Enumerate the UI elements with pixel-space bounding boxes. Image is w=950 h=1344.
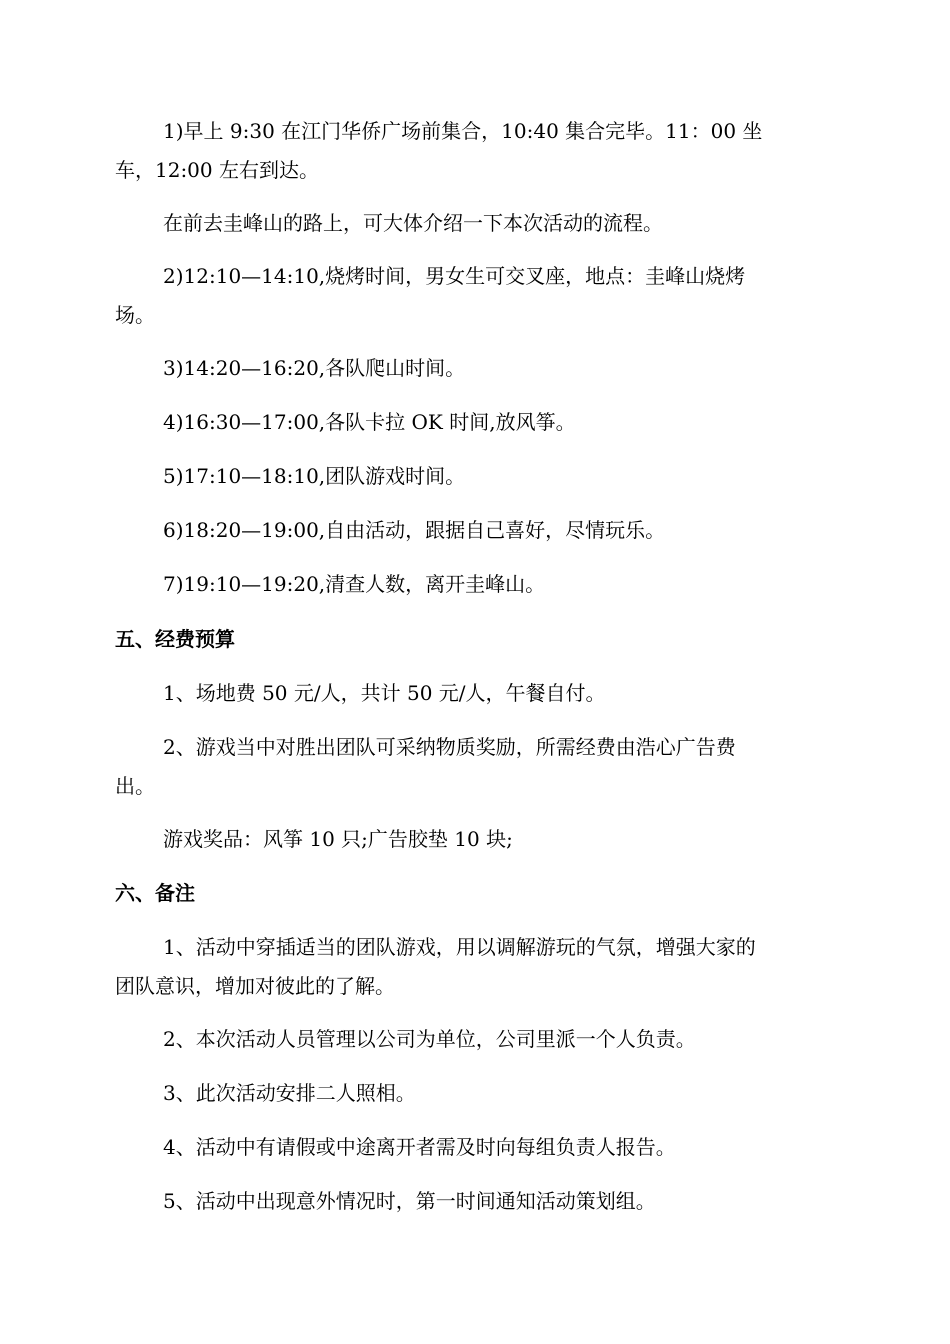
- notes-item-5: 5、活动中出现意外情况时，第一时间通知活动策划组。: [163, 1189, 656, 1213]
- notes-item-1-line-2: 团队意识，增加对彼此的了解。: [115, 974, 395, 998]
- budget-item-1: 1、场地费 50 元/人，共计 50 元/人，午餐自付。: [163, 681, 606, 705]
- schedule-item-1-line-1: 1)早上 9:30 在江门华侨广场前集合，10:40 集合完毕。11：00 坐: [163, 119, 763, 143]
- schedule-item-5: 5)17:10—18:10,团队游戏时间。: [163, 464, 466, 488]
- schedule-item-4: 4)16:30—17:00,各队卡拉 OK 时间,放风筝。: [163, 410, 576, 434]
- schedule-item-7: 7)19:10—19:20,清查人数，离开圭峰山。: [163, 572, 546, 596]
- budget-prizes: 游戏奖品：风筝 10 只;广告胶垫 10 块;: [163, 827, 513, 851]
- budget-heading: 五、经费预算: [115, 627, 235, 651]
- notes-item-2: 2、本次活动人员管理以公司为单位，公司里派一个人负责。: [163, 1027, 696, 1051]
- schedule-item-3: 3)14:20—16:20,各队爬山时间。: [163, 356, 466, 380]
- budget-item-2-line-1: 2、游戏当中对胜出团队可采纳物质奖励，所需经费由浩心广告费: [163, 735, 736, 759]
- schedule-item-2-line-2: 场。: [115, 303, 155, 327]
- schedule-item-1-line-2: 车，12:00 左右到达。: [115, 158, 319, 182]
- notes-item-4: 4、活动中有请假或中途离开者需及时向每组负责人报告。: [163, 1135, 676, 1159]
- notes-heading: 六、备注: [115, 881, 195, 905]
- schedule-item-6: 6)18:20—19:00,自由活动，跟据自己喜好，尽情玩乐。: [163, 518, 666, 542]
- notes-item-3: 3、此次活动安排二人照相。: [163, 1081, 416, 1105]
- schedule-item-2-line-1: 2)12:10—14:10,烧烤时间，男女生可交叉座，地点：圭峰山烧烤: [163, 264, 746, 288]
- notes-item-1-line-1: 1、活动中穿插适当的团队游戏，用以调解游玩的气氛，增强大家的: [163, 935, 756, 959]
- schedule-intro-note: 在前去圭峰山的路上，可大体介绍一下本次活动的流程。: [163, 211, 663, 235]
- budget-item-2-line-2: 出。: [115, 774, 155, 798]
